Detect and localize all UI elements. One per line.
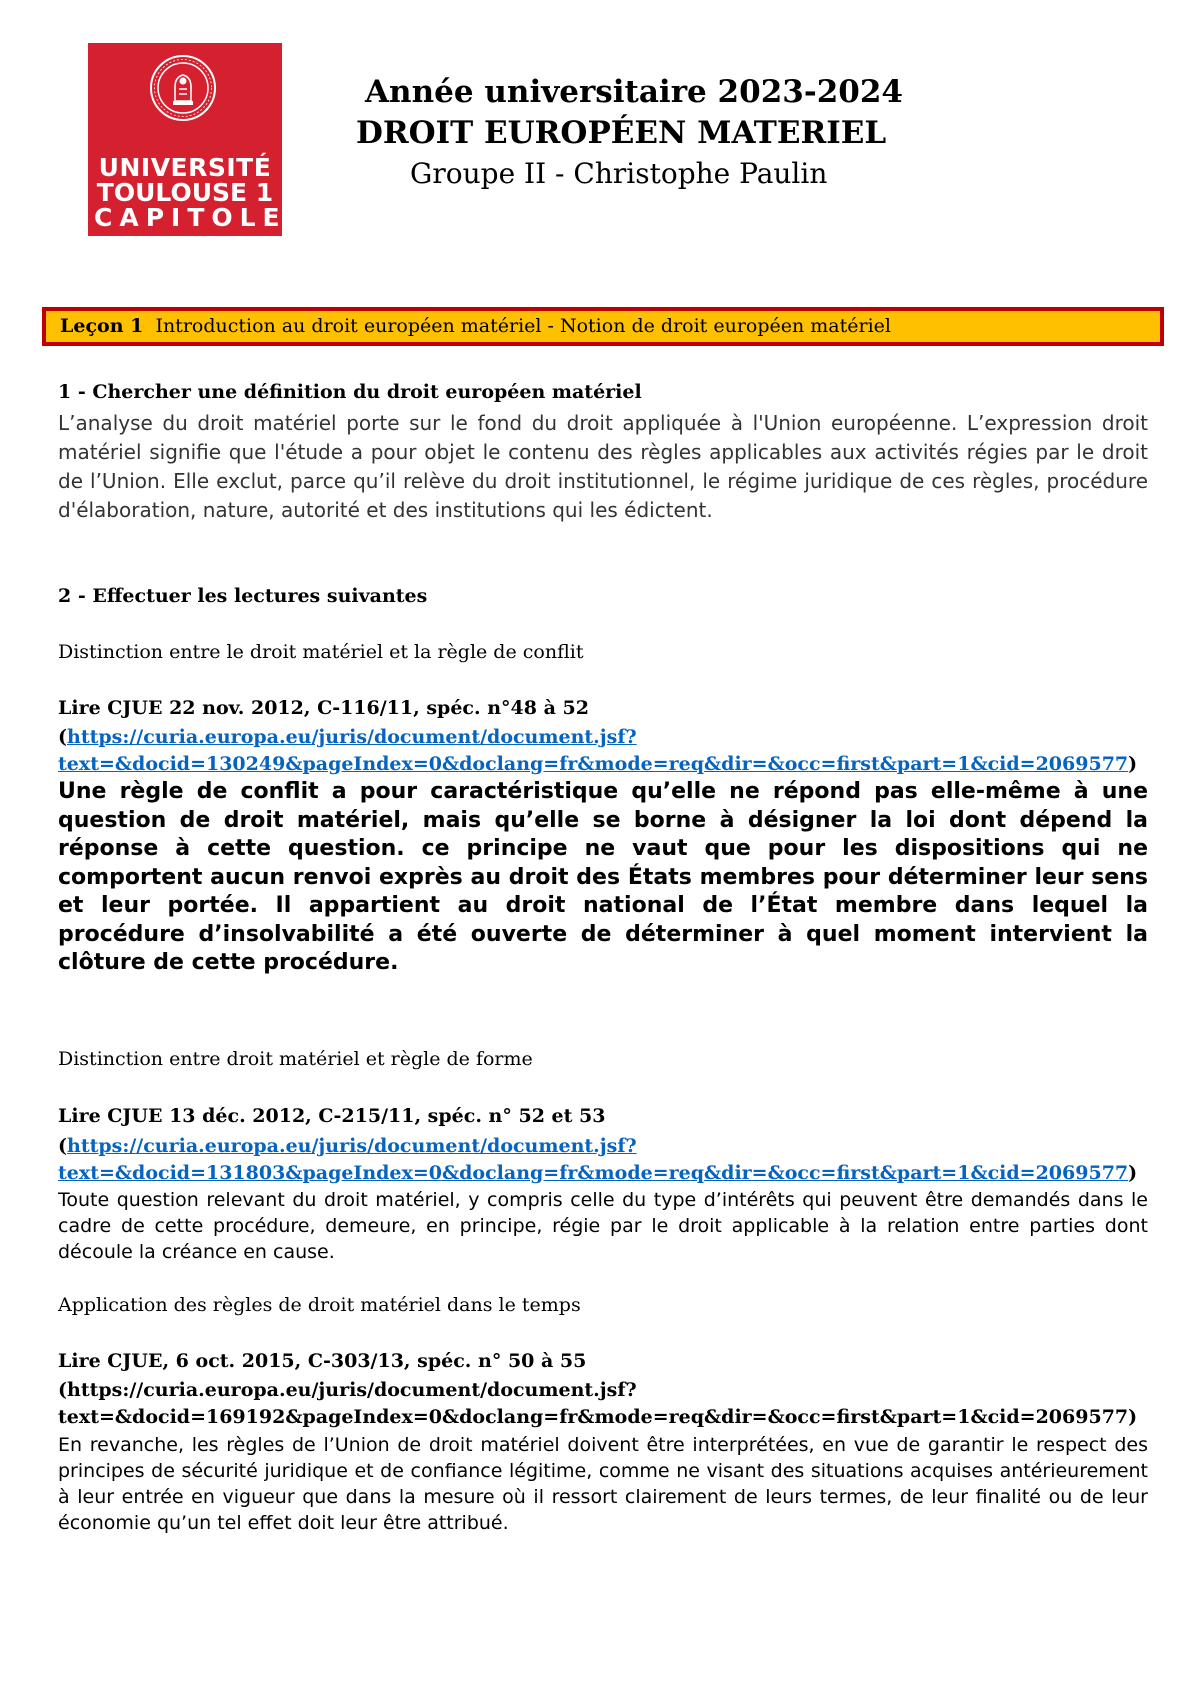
reading-2-url-line-1: https://curia.europa.eu/juris/document/document.jsf?	[67, 1135, 637, 1157]
reading-2-url: (https://curia.europa.eu/juris/document/document.jsf? text=&docid=131803&pageIndex=0&doclang=fr&mode=req&dir=&occ=first&part=1&cid=2069577)	[58, 1135, 1138, 1184]
logo-line-2: TOULOUSE 1	[96, 178, 274, 207]
university-logo	[88, 43, 287, 236]
reading-1-subtitle: Distinction entre le droit matériel et la règle de conflit	[58, 641, 584, 663]
reading-1-url-line-2: text=&docid=130249&pageIndex=0&doclang=fr&mode=req&dir=&occ=first&part=1&cid=2069577	[58, 753, 1129, 775]
logo-line-1: UNIVERSITÉ	[98, 153, 272, 182]
reading-2-subtitle: Distinction entre droit matériel et règle de forme	[58, 1048, 533, 1070]
academic-year: Année universitaire 2023-2024	[365, 74, 903, 110]
reading-3-link[interactable]	[58, 1379, 1128, 1428]
lesson-title: Introduction au droit européen matériel - Notion de droit européen matériel	[155, 315, 891, 337]
group-instructor: Groupe II - Christophe Paulin	[410, 157, 828, 190]
reading-3-url-line-2: text=&docid=169192&pageIndex=0&doclang=fr&mode=req&dir=&occ=first&part=1&cid=2069577	[58, 1406, 1129, 1428]
reading-1-link[interactable]	[58, 726, 1128, 775]
reading-2-link[interactable]	[58, 1135, 1128, 1184]
reading-1-excerpt: Une règle de conflit a pour caractéristique qu’elle ne répond pas elle-même à une question de droit matériel, mais qu’elle se borne à désigner la loi dont dépend la réponse à cette question. ce principe ne vaut que pour les dispositions qui ne comportent aucun renvoi exprès au droit des États membres pour déterminer leur sens et leur portée. Il appartient au droit national de l’État membre dans lequel la procédure d’insolvabilité a été ouverte de déterminer à quel moment intervient la clôture de cette procédure.	[58, 779, 1148, 975]
reading-3-url-line-1: https://curia.europa.eu/juris/document/document.jsf?	[67, 1379, 637, 1401]
reading-2-excerpt: Toute question relevant du droit matériel, y compris celle du type d’intérêts qui peuvent être demandés dans le cadre de cette procédure, demeure, en principe, régie par le droit applicable à la relation entre parties dont découle la créance en cause.	[58, 1189, 1148, 1263]
reading-2-reference: Lire CJUE 13 déc. 2012, C-215/11, spéc. n° 52 et 53	[58, 1105, 606, 1127]
lesson-label: Leçon 1	[60, 315, 144, 337]
reading-3-reference: Lire CJUE, 6 oct. 2015, C-303/13, spéc. n° 50 à 55	[58, 1350, 587, 1372]
section-2-heading: 2 - Effectuer les lectures suivantes	[58, 585, 428, 607]
reading-1-url-line-1: https://curia.europa.eu/juris/document/document.jsf?	[67, 726, 637, 748]
reading-3-url: (https://curia.europa.eu/juris/document/document.jsf? text=&docid=169192&pageIndex=0&doclang=fr&mode=req&dir=&occ=first&part=1&cid=2069577)	[58, 1379, 1138, 1428]
university-seal-icon	[148, 53, 218, 123]
logo-line-3: CAPITOLE	[94, 203, 287, 232]
lesson-banner	[42, 307, 1164, 346]
section-1-heading: 1 - Chercher une définition du droit européen matériel	[58, 381, 642, 403]
section-1-body: L’analyse du droit matériel porte sur le fond du droit appliquée à l'Union européenne. L’expression droit matériel signifie que l'étude a pour objet le contenu des règles applicables aux activités régies par le droit de l’Union. Elle exclut, parce qu’il relève du droit institutionnel, le régime juridique de ces règles, procédure d'élaboration, nature, autorité et des institutions qui les édictent.	[58, 411, 1148, 522]
reading-1-reference: Lire CJUE 22 nov. 2012, C-116/11, spéc. n°48 à 52	[58, 697, 589, 719]
reading-3-excerpt: En revanche, les règles de l’Union de droit matériel doivent être interprétées, en vue de garantir le respect des principes de sécurité juridique et de confiance légitime, comme ne visant des situations acquises antérieurement à leur entrée en vigueur que dans la mesure où il ressort clairement de leurs termes, de leur finalité ou de leur économie qu’un tel effet doit leur être attribué.	[58, 1434, 1148, 1534]
reading-1-url: (https://curia.europa.eu/juris/document/document.jsf? text=&docid=130249&pageIndex=0&doclang=fr&mode=req&dir=&occ=first&part=1&cid=2069577)	[58, 726, 1138, 775]
reading-2-url-line-2: text=&docid=131803&pageIndex=0&doclang=fr&mode=req&dir=&occ=first&part=1&cid=2069577	[58, 1162, 1129, 1184]
reading-3-subtitle: Application des règles de droit matériel dans le temps	[58, 1294, 581, 1316]
course-title: DROIT EUROPÉEN MATERIEL	[356, 115, 887, 151]
